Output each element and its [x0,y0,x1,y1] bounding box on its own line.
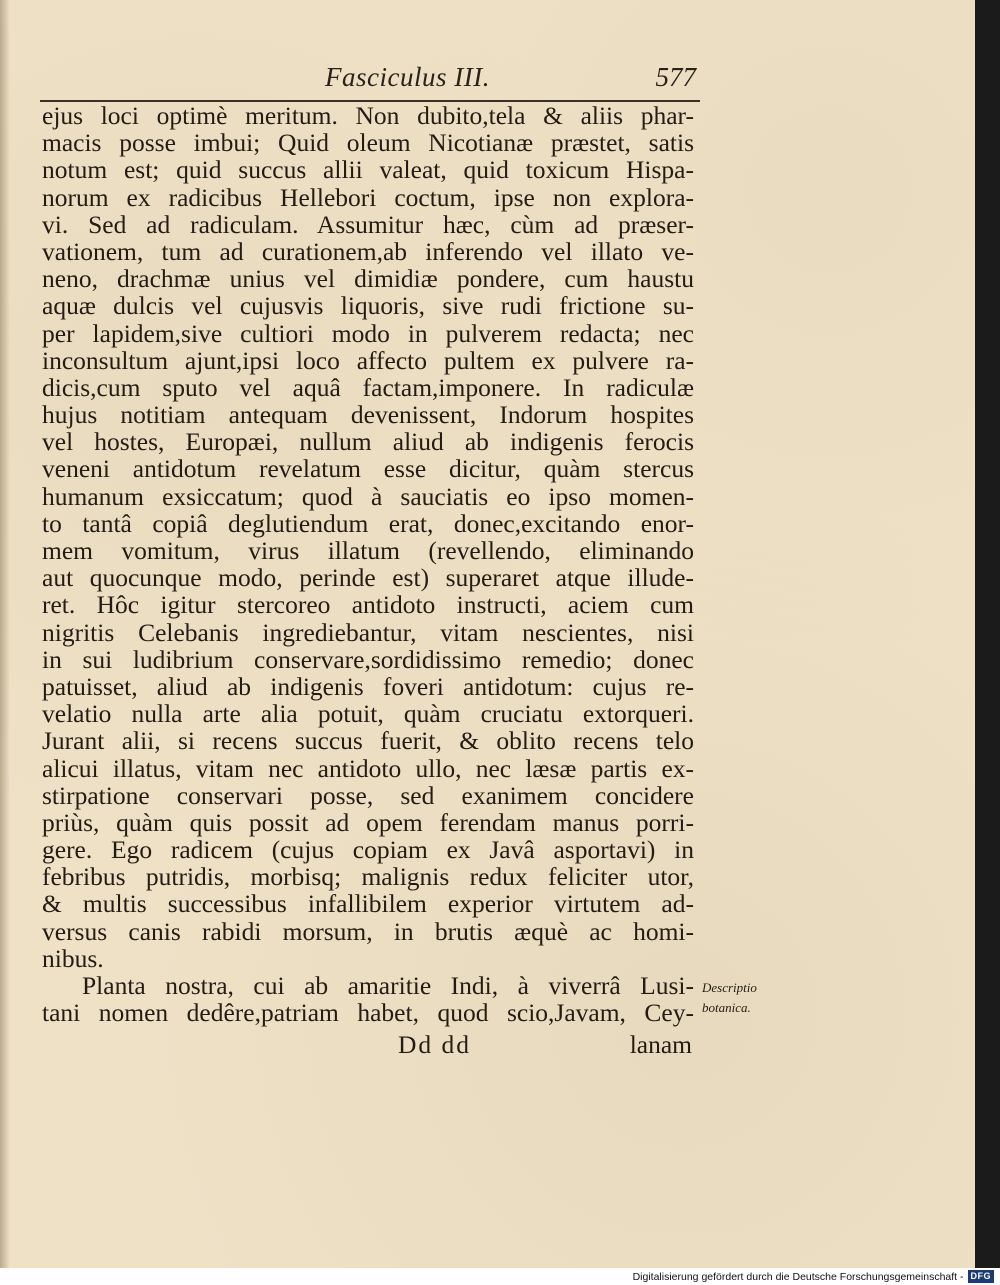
stamp-text: Digitalisierung gefördert durch die Deutsche Forschungsgemeinschaft - [632,1270,964,1283]
text-line: gere. Ego radicem (cujus copiam ex Javâ asportavi) in [42,835,694,865]
text-line: in sui ludibrium conservare,sordidissimo remedio; donec [42,644,694,674]
text-line: vel hostes, Europæi, nullum aliud ab indigenis ferocis [42,427,694,457]
dfg-logo-icon: DFG [968,1270,995,1283]
text-line: norum ex radicibus Hellebori coctum, ipse non explora- [42,182,694,212]
text-line: per lapidem,sive cultiori modo in pulverem redacta; nec [42,318,694,348]
text-line: nibus. [42,943,104,973]
binding-shadow [0,0,10,1268]
text-line: nigritis Celebanis ingrediebantur, vitam nescientes, nisi [42,617,694,647]
page-header [40,62,700,102]
body-text [42,102,694,1026]
signature-mark: Dd dd [398,1030,472,1059]
page-footer [42,1030,694,1060]
text-line: tani nomen dedêre,patriam habet, quod scio,Javam, Cey- [42,998,694,1028]
text-line: versus canis rabidi morsum, in brutis æquè ac homi- [42,916,694,946]
text-line: aquæ dulcis vel cujusvis liquoris, sive rudi frictione su- [42,291,694,321]
text-line: priùs, quàm quis possit ad opem ferendam manus porri- [42,807,694,837]
text-line: macis posse imbui; Quid oleum Nicotianæ præstet, satis [42,128,694,158]
text-line: ret. Hôc igitur stercoreo antidoto instructi, aciem cum [42,590,694,620]
margin-note-line: Descriptio [702,980,757,995]
text-line: inconsultum ajunt,ipsi loco affecto pultem ex pulvere ra- [42,345,694,375]
text-line: neno, drachmæ unius vel dimidiæ pondere, cum haustu [42,264,694,294]
margin-note-line: botanica. [702,1000,751,1015]
catchword: lanam [629,1030,692,1059]
text-line: hujus notitiam antequam devenissent, Indorum hospites [42,400,694,430]
text-line: Planta nostra, cui ab amaritie Indi, à viverrâ Lusi- [82,971,694,1000]
text-line: mem vomitum, virus illatum (revellendo, eliminando [42,536,694,565]
text-line: Jurant alii, si recens succus fuerit, & oblito recens telo [42,726,694,756]
text-line: to tantâ copiâ deglutiendum erat, donec,excitando enor- [42,508,694,538]
text-line: febribus putridis, morbisq; malignis redux feliciter utor, [42,862,694,892]
scan-edge-strip [975,0,1000,1268]
page-number: 577 [655,62,696,92]
text-line: dicis,cum sputo vel aquâ factam,imponere. In radiculæ [42,372,694,402]
digitization-stamp [633,1268,994,1285]
running-title: Fasciculus III. [325,62,490,92]
text-line: vationem, tum ad curationem,ab inferendo vel illato ve- [42,236,694,266]
text-line: vi. Sed ad radiculam. Assumitur hæc, cùm ad præser- [42,209,694,239]
text-line: humanum exsiccatum; quod à sauciatis eo ipso momen- [42,481,694,511]
margin-note [702,978,792,1018]
text-line: ejus loci optimè meritum. Non dubito,tela & aliis phar- [42,101,694,130]
text-line: veneni antidotum revelatum esse dicitur, quàm stercus [42,454,694,484]
text-line: alicui illatus, vitam nec antidoto ullo, nec læsæ partis ex- [42,753,694,783]
text-line: stirpatione conservari posse, sed exanimem concidere [42,780,694,810]
text-line: notum est; quid succus allii valeat, quid toxicum Hispa- [42,155,694,185]
text-line: patuisset, aliud ab indigenis foveri antidotum: cujus re- [42,671,694,701]
text-line: velatio nulla arte alia potuit, quàm cruciatu extorqueri. [42,699,694,729]
text-line: aut quocunque modo, perinde est) superaret atque illude- [42,563,694,593]
text-line: & multis successibus infallibilem experior virtutem ad- [42,889,694,919]
